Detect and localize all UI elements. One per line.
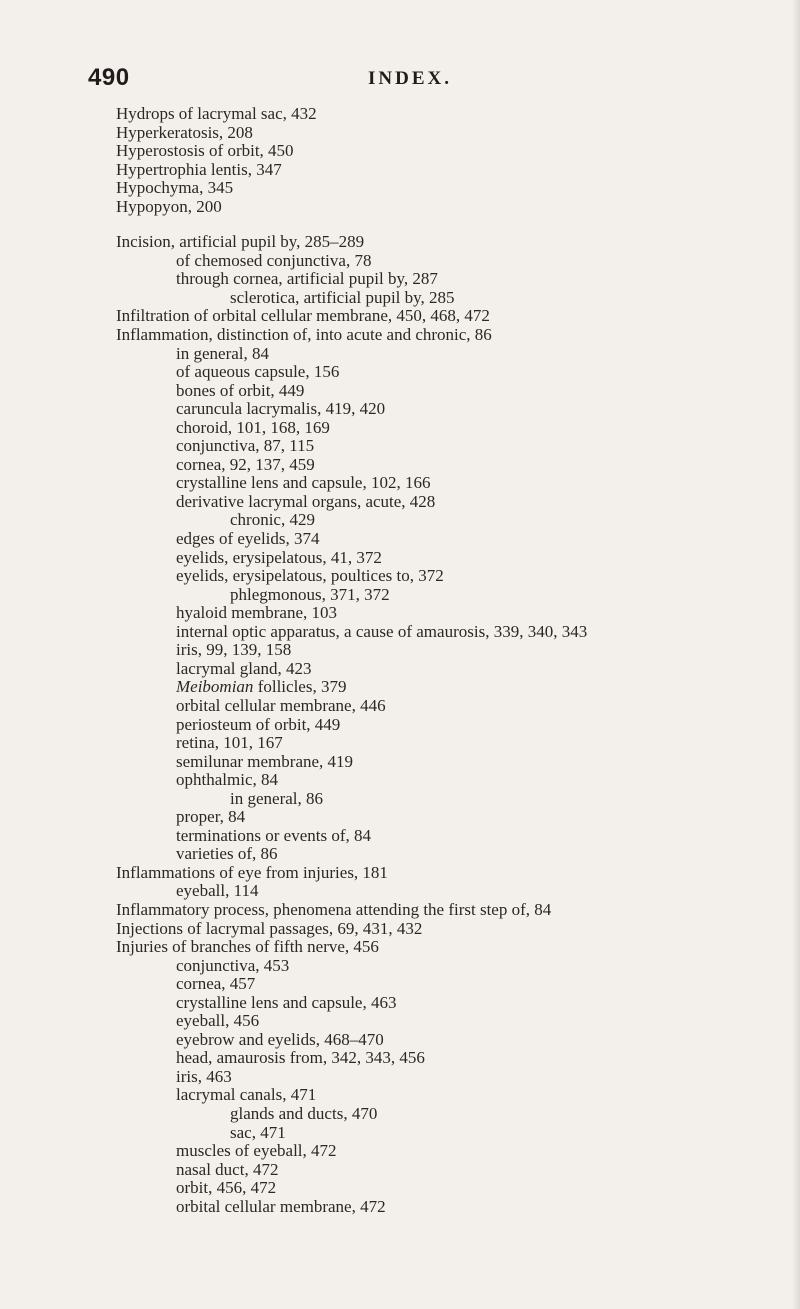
index-heading-entry — [0, 864, 800, 883]
entry-text: iris, 463 — [176, 1066, 232, 1086]
index-subentry — [0, 456, 800, 475]
index-subentry — [0, 400, 800, 419]
index-subentry — [0, 363, 800, 382]
index-subentry — [0, 808, 800, 827]
entry-text: Infiltration of orbital cellular membrane, 450, 468, 472 — [116, 306, 490, 326]
index-subentry — [0, 1142, 800, 1161]
index-subentry — [0, 678, 800, 697]
index-heading-entry — [0, 307, 800, 326]
entry-text: Hypopyon, 200 — [116, 196, 222, 216]
entry-text: nasal duct, 472 — [176, 1159, 279, 1179]
entry-text: Injuries of branches of fifth nerve, 456 — [116, 937, 379, 957]
page-edge-shadow — [792, 0, 800, 1309]
entry-text: chronic, 429 — [230, 510, 315, 530]
entry-text: varieties of, 86 — [176, 844, 278, 864]
index-subentry — [0, 530, 800, 549]
index-subentry — [0, 994, 800, 1013]
entry-text: in general, 84 — [176, 343, 269, 363]
index-subentry — [0, 1031, 800, 1050]
index-subentry — [0, 660, 800, 679]
index-subentry — [0, 382, 800, 401]
entry-text: edges of eyelids, 374 — [176, 529, 320, 549]
index-subentry — [0, 753, 800, 772]
entry-text: cornea, 457 — [176, 974, 256, 994]
entry-text: Injections of lacrymal passages, 69, 431, 432 — [116, 918, 423, 938]
index-subentry — [0, 1068, 800, 1087]
index-heading-entry — [0, 142, 800, 161]
index-subentry — [0, 771, 800, 790]
entry-text: iris, 99, 139, 158 — [176, 640, 292, 660]
entry-text: head, amaurosis from, 342, 343, 456 — [176, 1048, 425, 1068]
running-head: INDEX. — [368, 68, 452, 89]
index-subentry — [0, 270, 800, 289]
entry-text: hyaloid membrane, 103 — [176, 603, 337, 623]
entry-text: eyelids, erysipelatous, 41, 372 — [176, 547, 382, 567]
index-entries — [0, 105, 800, 1216]
index-heading-entry — [0, 901, 800, 920]
index-subentry — [0, 345, 800, 364]
entry-text: phlegmonous, 371, 372 — [230, 584, 390, 604]
entry-text: proper, 84 — [176, 807, 246, 827]
index-heading-entry — [0, 179, 800, 198]
entry-text: of aqueous capsule, 156 — [176, 362, 340, 382]
entry-text: caruncula lacrymalis, 419, 420 — [176, 399, 386, 419]
index-heading-entry — [0, 198, 800, 217]
entry-text: bones of orbit, 449 — [176, 380, 305, 400]
entry-text: Hyperkeratosis, 208 — [116, 122, 253, 142]
entry-text-rest: follicles, 379 — [257, 677, 347, 697]
entry-text: crystalline lens and capsule, 102, 166 — [176, 473, 431, 493]
index-subentry — [0, 1012, 800, 1031]
entry-text: of chemosed conjunctiva, 78 — [176, 250, 372, 270]
index-subentry — [0, 957, 800, 976]
index-subentry — [0, 567, 800, 586]
entry-text: Inflammatory process, phenomena attending the first step of, 84 — [116, 899, 552, 919]
entry-text: crystalline lens and capsule, 463 — [176, 992, 397, 1012]
entry-text: glands and ducts, 470 — [230, 1103, 378, 1123]
entry-text: conjunctiva, 453 — [176, 955, 290, 975]
index-heading-entry — [0, 938, 800, 957]
index-subentry — [0, 641, 800, 660]
entry-text: sclerotica, artificial pupil by, 285 — [230, 287, 455, 307]
index-subentry — [0, 1124, 800, 1143]
index-subentry — [0, 1105, 800, 1124]
index-subentry — [0, 289, 800, 308]
entry-text: orbital cellular membrane, 472 — [176, 1196, 386, 1216]
entry-text: eyelids, erysipelatous, poultices to, 372 — [176, 566, 444, 586]
entry-text: eyeball, 456 — [176, 1011, 260, 1031]
index-subentry — [0, 623, 800, 642]
entry-text: through cornea, artificial pupil by, 287 — [176, 269, 438, 289]
index-heading-entry — [0, 124, 800, 143]
index-subentry — [0, 827, 800, 846]
index-subentry — [0, 549, 800, 568]
index-subentry — [0, 493, 800, 512]
entry-text: eyeball, 114 — [176, 881, 259, 901]
entry-text: orbit, 456, 472 — [176, 1178, 277, 1198]
index-subentry — [0, 474, 800, 493]
entry-text: periosteum of orbit, 449 — [176, 714, 341, 734]
entry-text: muscles of eyeball, 472 — [176, 1141, 337, 1161]
entry-text: Inflammation, distinction of, into acute and chronic, 86 — [116, 325, 492, 345]
index-subentry — [0, 975, 800, 994]
index-heading-entry — [0, 161, 800, 180]
entry-text: derivative lacrymal organs, acute, 428 — [176, 491, 436, 511]
index-subentry — [0, 1198, 800, 1217]
entry-text: Hyperostosis of orbit, 450 — [116, 141, 294, 161]
index-subentry — [0, 437, 800, 456]
index-subentry — [0, 511, 800, 530]
entry-text: terminations or events of, 84 — [176, 825, 371, 845]
index-subentry — [0, 1161, 800, 1180]
entry-text: lacrymal gland, 423 — [176, 658, 312, 678]
section-gap — [0, 216, 800, 233]
entry-text: Hypertrophia lentis, 347 — [116, 159, 282, 179]
entry-text: Incision, artificial pupil by, 285–289 — [116, 232, 365, 252]
index-subentry — [0, 734, 800, 753]
index-subentry — [0, 790, 800, 809]
entry-text: ophthalmic, 84 — [176, 770, 278, 790]
entry-text: semilunar membrane, 419 — [176, 751, 354, 771]
index-subentry — [0, 1179, 800, 1198]
entry-text: eyebrow and eyelids, 468–470 — [176, 1029, 384, 1049]
index-subentry — [0, 845, 800, 864]
index-heading-entry — [0, 326, 800, 345]
entry-text: retina, 101, 167 — [176, 733, 283, 753]
index-subentry — [0, 716, 800, 735]
entry-text: Hypochyma, 345 — [116, 178, 234, 198]
entry-text: internal optic apparatus, a cause of amaurosis, 339, 340, 343 — [176, 621, 588, 641]
index-heading-entry — [0, 105, 800, 124]
entry-text: Hydrops of lacrymal sac, 432 — [116, 104, 317, 123]
page-number: 490 — [88, 64, 130, 91]
entry-text: conjunctiva, 87, 115 — [176, 436, 315, 456]
index-subentry — [0, 1086, 800, 1105]
entry-text: cornea, 92, 137, 459 — [176, 454, 315, 474]
index-subentry — [0, 604, 800, 623]
entry-text: lacrymal canals, 471 — [176, 1085, 317, 1105]
index-subentry — [0, 586, 800, 605]
index-subentry — [0, 419, 800, 438]
entry-italic-prefix: Meibomian — [176, 677, 254, 697]
index-heading-entry — [0, 920, 800, 939]
entry-text: in general, 86 — [230, 788, 323, 808]
entry-text: sac, 471 — [230, 1122, 286, 1142]
index-subentry — [0, 252, 800, 271]
entry-text: choroid, 101, 168, 169 — [176, 417, 330, 437]
entry-text: Inflammations of eye from injuries, 181 — [116, 862, 388, 882]
index-subentry — [0, 1049, 800, 1068]
entry-text: orbital cellular membrane, 446 — [176, 695, 386, 715]
index-subentry — [0, 697, 800, 716]
entry-text — [176, 678, 346, 696]
index-subentry — [0, 882, 800, 901]
index-heading-entry — [0, 233, 800, 252]
